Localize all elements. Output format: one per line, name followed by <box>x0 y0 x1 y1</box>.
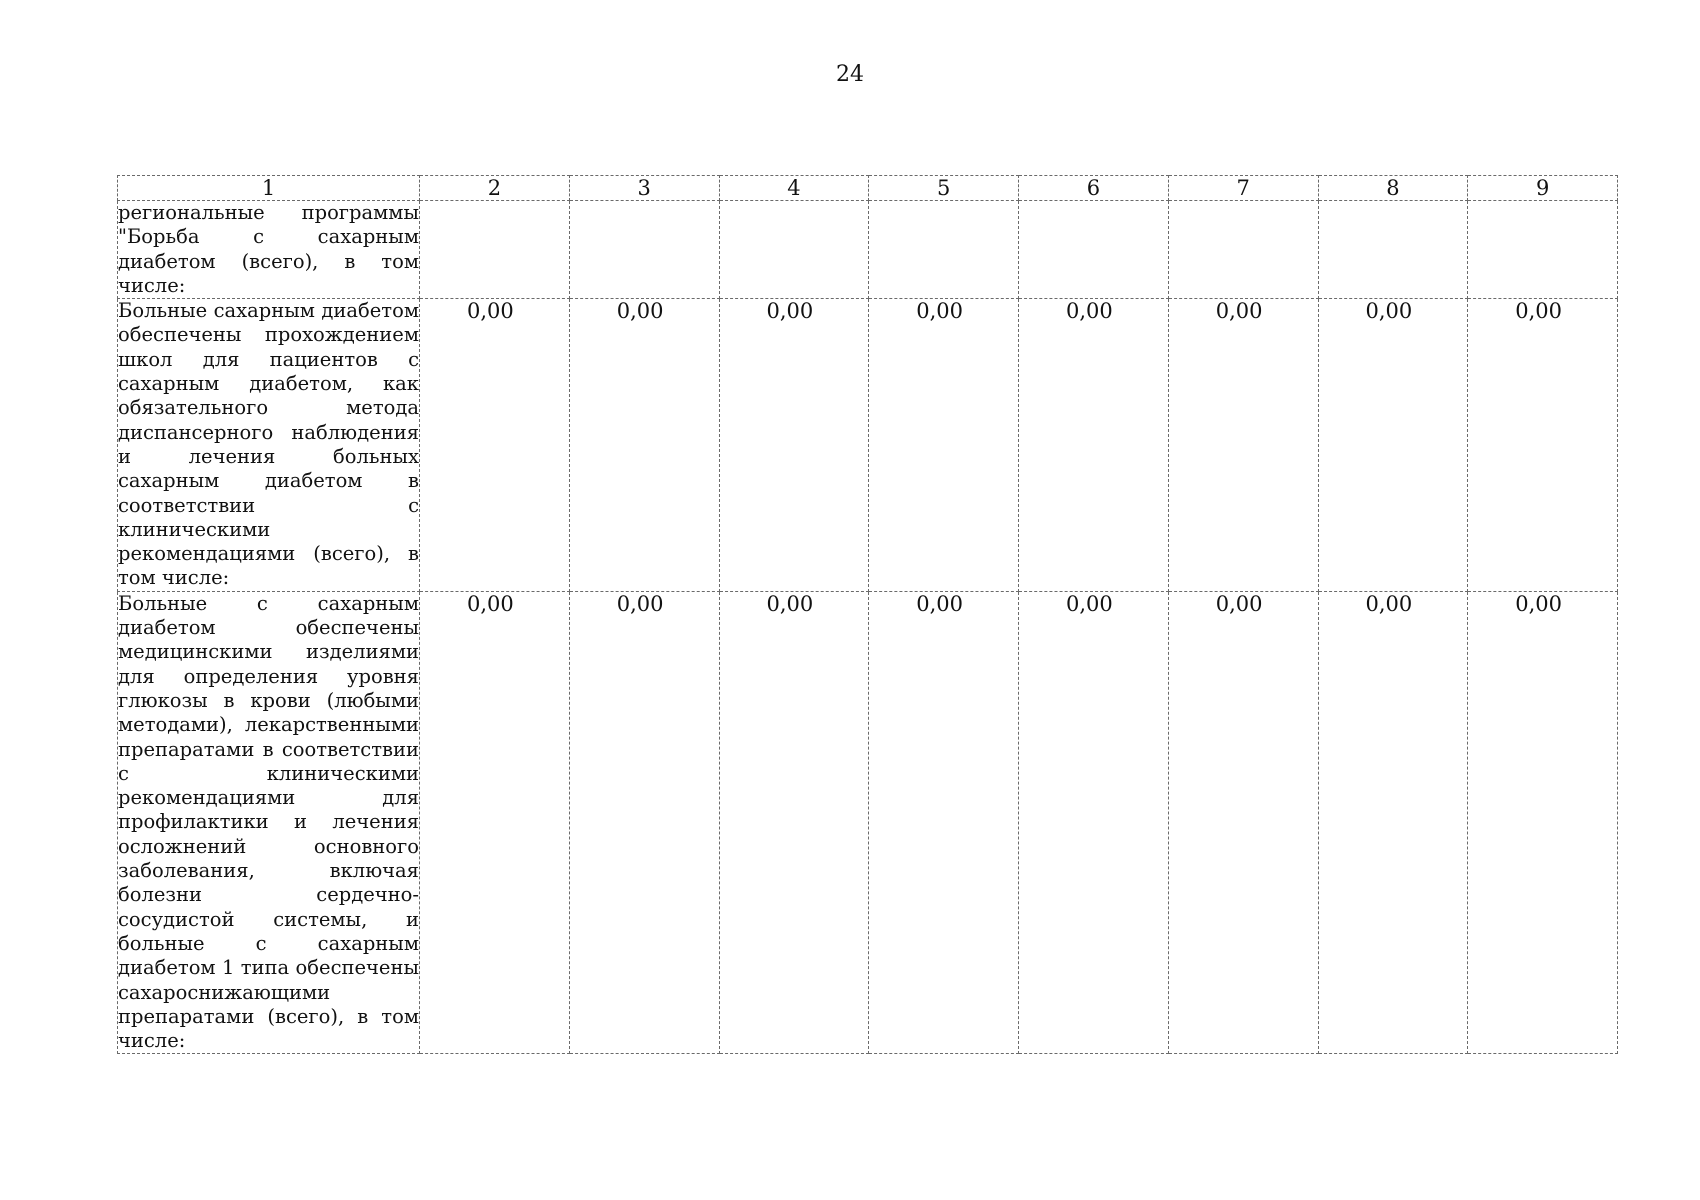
value-cell: 0,00 <box>1468 299 1618 592</box>
column-header: 2 <box>420 176 570 201</box>
column-header: 8 <box>1318 176 1468 201</box>
value-cell: 0,00 <box>719 299 869 592</box>
column-header: 5 <box>869 176 1019 201</box>
column-header: 6 <box>1019 176 1169 201</box>
table-row <box>118 591 1618 1054</box>
column-header: 3 <box>569 176 719 201</box>
row-label: Больные с сахарным диабетом обеспечены медицинскими изделиями для определения уровня глюкозы в крови (любыми методами), лекарственными препаратами в соответствии с клиническими рекомендациями для профилактики и лечения осложнений основного заболевания, включая болезни сердечно-сосудистой системы, и больные с сахарным диабетом 1 типа обеспечены сахароснижающими препаратами (всего), в том числе: <box>118 591 419 1053</box>
value-cell: 0,00 <box>1019 591 1169 1054</box>
value-cell <box>1168 201 1318 299</box>
value-cell: 0,00 <box>569 591 719 1054</box>
value-cell <box>1468 201 1618 299</box>
value-cell: 0,00 <box>1318 591 1468 1054</box>
value-cell <box>569 201 719 299</box>
value-cell: 0,00 <box>869 591 1019 1054</box>
page-number: 24 <box>836 62 864 87</box>
column-header: 7 <box>1168 176 1318 201</box>
value-cell: 0,00 <box>1318 299 1468 592</box>
table-row <box>118 299 1618 592</box>
value-cell: 0,00 <box>1168 591 1318 1054</box>
column-header: 9 <box>1468 176 1618 201</box>
value-cell: 0,00 <box>420 591 570 1054</box>
value-cell <box>1019 201 1169 299</box>
value-cell: 0,00 <box>1019 299 1169 592</box>
value-cell <box>420 201 570 299</box>
column-header: 1 <box>118 176 420 201</box>
value-cell: 0,00 <box>569 299 719 592</box>
value-cell: 0,00 <box>1168 299 1318 592</box>
value-cell: 0,00 <box>1468 591 1618 1054</box>
row-label: региональные программы "Борьба с сахарным диабетом (всего), в том числе: <box>118 201 419 297</box>
value-cell: 0,00 <box>869 299 1019 592</box>
column-header: 4 <box>719 176 869 201</box>
value-cell: 0,00 <box>420 299 570 592</box>
value-cell <box>869 201 1019 299</box>
value-cell: 0,00 <box>719 591 869 1054</box>
table-row <box>118 201 1618 299</box>
row-label: Больные сахарным диабетом обеспечены прохождением школ для пациентов с сахарным диабетом, как обязательного метода диспансерного наблюдения и лечения больных сахарным диабетом в соответствии с клиническими рекомендациями (всего), в том числе: <box>118 299 419 590</box>
value-cell <box>1318 201 1468 299</box>
table-header-row <box>118 176 1618 201</box>
value-cell <box>719 201 869 299</box>
data-table <box>117 175 1618 1054</box>
